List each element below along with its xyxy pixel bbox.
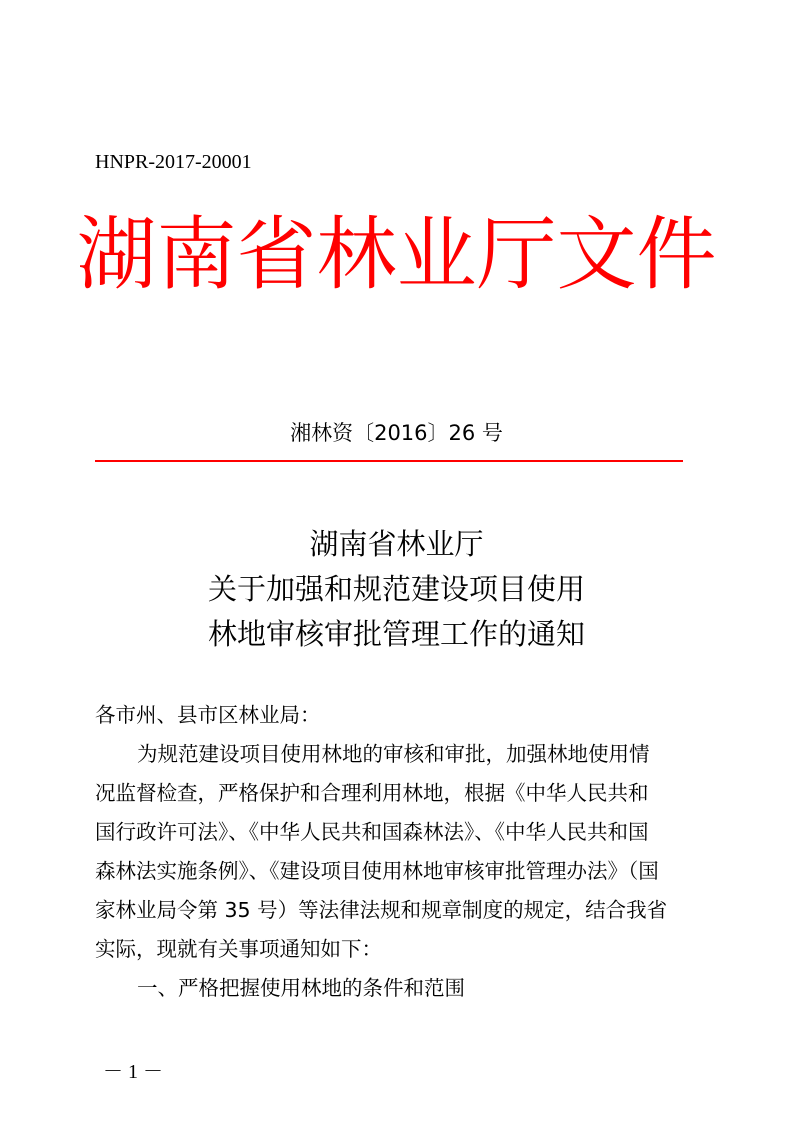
section-heading: 一、严格把握使用林地的条件和范围 <box>137 976 465 1000</box>
document-code: HNPR-2017-20001 <box>95 151 252 173</box>
paragraph-line: 况监督检查，严格保护和合理利用林地，根据《中华人民共和 <box>95 781 649 805</box>
paragraph-line: 国行政许可法》、《中华人民共和国森林法》、《中华人民共和国 <box>95 820 649 844</box>
paragraph-line: 为规范建设项目使用林地的审核和审批，加强林地使用情 <box>137 742 650 766</box>
title-line: 湖南省林业厅 <box>309 527 484 561</box>
paragraph-line: 森林法实施条例》、《建设项目使用林地审核审批管理办法》（国 <box>95 859 659 883</box>
page-number: － 1 － <box>103 1061 163 1083</box>
salutation: 各市州、县市区林业局： <box>95 703 321 727</box>
title-line: 林地审核审批管理工作的通知 <box>207 617 585 651</box>
title-line: 关于加强和规范建设项目使用 <box>207 572 585 606</box>
paragraph-line: 实际，现就有关事项通知如下： <box>95 937 382 961</box>
notice-title <box>0 522 793 657</box>
paragraph-line: 家林业局令第 35 号）等法律法规和规章制度的规定，结合我省 <box>95 898 668 922</box>
red-separator-line <box>95 460 683 462</box>
document-number: 湘林资〔2016〕26 号 <box>290 421 503 445</box>
red-header-title: 湖南省林业厅文件 <box>76 208 717 301</box>
body-text <box>95 696 695 1008</box>
